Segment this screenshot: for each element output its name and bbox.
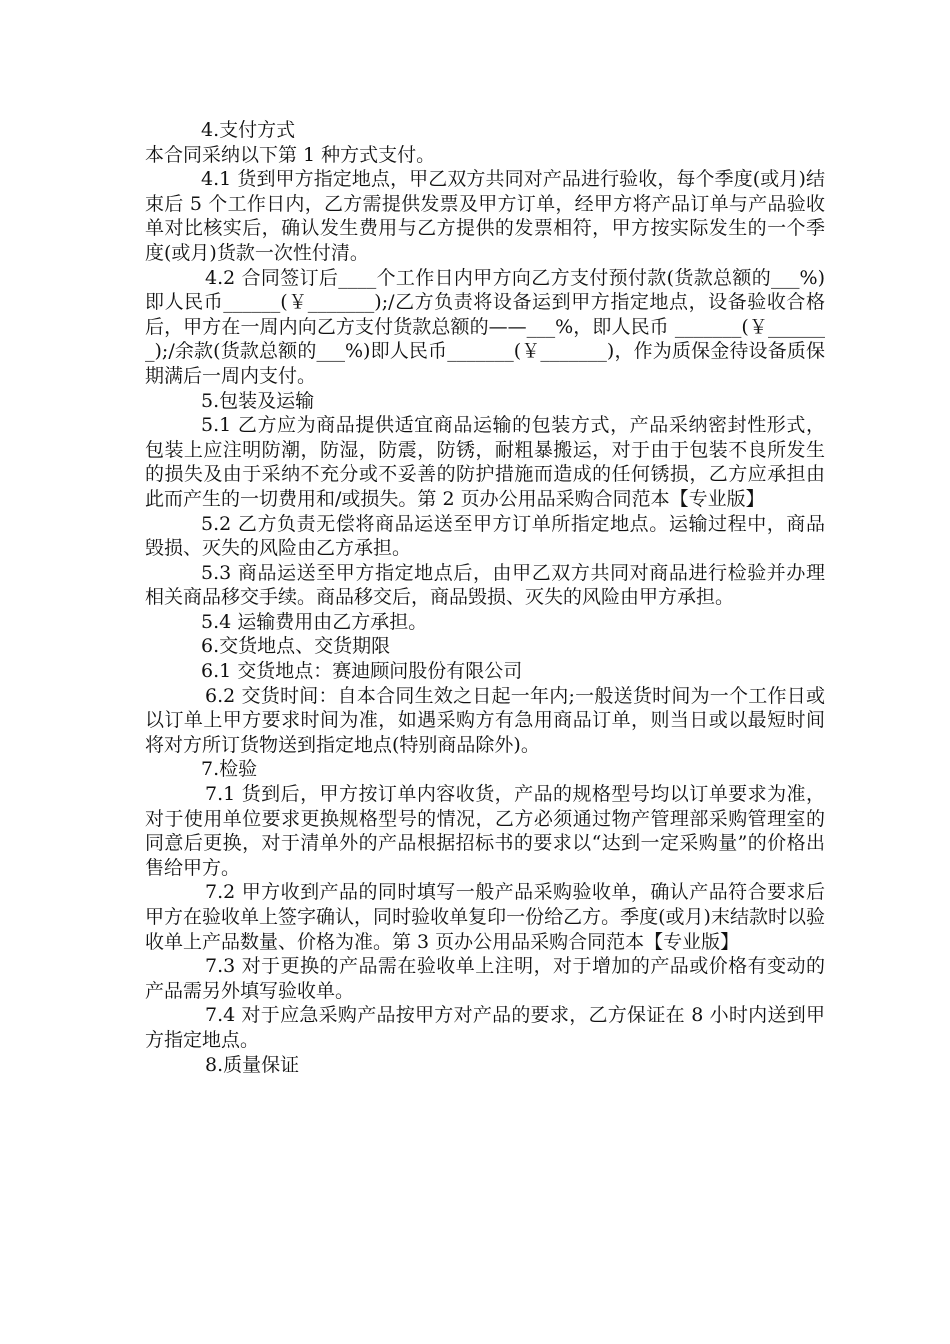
paragraph-6-1: 6.1 交货地点：赛迪顾问股份有限公司 [201,660,523,683]
section-heading-delivery: 6.交货地点、交货期限 [201,635,391,658]
paragraph-7-3: 7.3 对于更换的产品需在验收单上注明，对于增加的产品或价格有变动的产品需另外填写验收单。 [145,955,825,1002]
section-heading-packaging: 5.包装及运输 [201,389,315,412]
section-heading-inspection: 7.检验 [201,758,258,781]
paragraph-7-4: 7.4 对于应急采购产品按甲方对产品的要求，乙方保证在 8 小时内送到甲方指定地点。 [145,1004,825,1051]
paragraph-5-3: 5.3 商品运送至甲方指定地点后，由甲乙双方共同对商品进行检验并办理相关商品移交手续。商品移交后，商品毁损、灭失的风险由甲方承担。 [145,561,825,609]
paragraph-5-2: 5.2 乙方负责无偿将商品运送至甲方订单所指定地点。运输过程中，商品毁损、灭失的风险由乙方承担。 [145,512,825,560]
paragraph-4-2: 4.2 合同签订后____个工作日内甲方向乙方支付预付款(货款总额的___%)即人民币______(￥_______);/乙方负责将设备运到甲方指定地点，设备验收合格后，甲方在一周内向乙方支付货款总额的——___%，即人民币 _______(￥_______);/余款(货款总额的___%)即人民币_______(￥_______)，作为质保金待设备质保期满后一周内支付。 [145,266,825,387]
section-heading-payment: 4.支付方式 [201,119,296,141]
document-body [145,118,825,1077]
section-heading-quality: 8.质量保证 [205,1053,300,1076]
paragraph-6-2: 6.2 交货时间：自本合同生效之日起一年内;一般送货时间为一个工作日或以订单上甲方要求时间为准，如遇采购方有急用商品订单，则当日或以最短时间将对方所订货物送到指定地点(特别商品除外)。 [145,684,825,756]
paragraph-payment-method: 本合同采纳以下第 1 种方式支付。 [145,143,436,166]
paragraph-5-1: 5.1 乙方应为商品提供适宜商品运输的包装方式，产品采纳密封性形式，包装上应注明防潮，防湿，防震，防锈，耐粗暴搬运，对于由于包装不良所发生的损失及由于采纳不充分或不妥善的防护措施而造成的任何锈损，乙方应承担由此而产生的一切费用和/或损失。第 2 页办公用品采购合同范本【专业版】 [145,414,825,510]
paragraph-4-1: 4.1 货到甲方指定地点，甲乙双方共同对产品进行验收，每个季度(或月)结束后 5 个工作日内，乙方需提供发票及甲方订单，经甲方将产品订单与产品验收单对比核实后，确认发生费用与乙方提供的发票相符，甲方按实际发生的一个季度(或月)货款一次性付清。 [145,168,825,264]
paragraph-7-2: 7.2 甲方收到产品的同时填写一般产品采购验收单，确认产品符合要求后甲方在验收单上签字确认，同时验收单复印一份给乙方。季度(或月)末结款时以验收单上产品数量、价格为准。第 3 页办公用品采购合同范本【专业版】 [145,881,825,953]
paragraph-7-1: 7.1 货到后，甲方按订单内容收货，产品的规格型号均以订单要求为准，对于使用单位要求更换规格型号的情况，乙方必须通过物产管理部采购管理室的同意后更换，对于清单外的产品根据招标书的要求以“达到一定采购量”的价格出售给甲方。 [145,783,825,879]
paragraph-5-4: 5.4 运输费用由乙方承担。 [201,610,428,633]
